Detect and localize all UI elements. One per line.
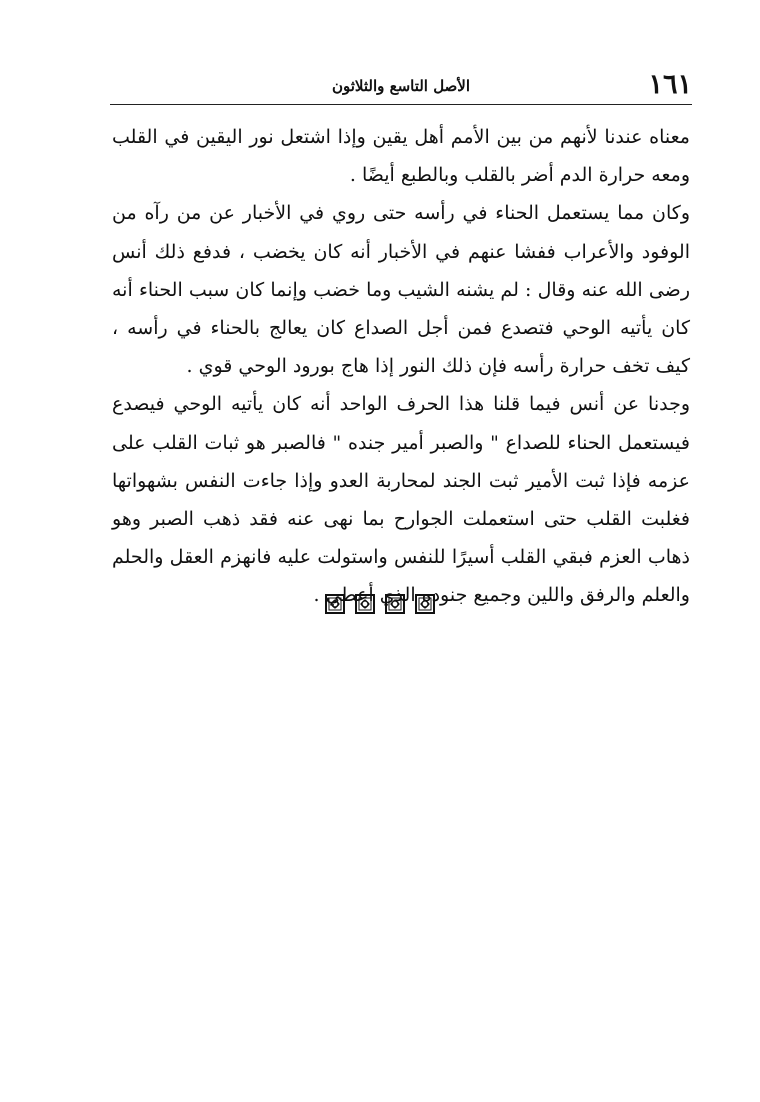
section-end-ornaments bbox=[0, 594, 760, 614]
running-title: الأصل التاسع والثلاثون bbox=[331, 77, 471, 95]
body-text bbox=[112, 118, 690, 615]
square-knot-ornament-icon bbox=[355, 594, 375, 614]
square-knot-ornament-icon bbox=[325, 594, 345, 614]
paragraph: وكان مما يستعمل الحناء في رأسه حتى روي في الأخبار عن من رآه من الوفود والأعراب ففشا عنهم في الأخبار أنه كان يخضب ، فدفع ذلك أنس رضى الله عنه وقال : لم يشنه الشيب وما خضب وإنما كان سبب الحناء أنه كان يأتيه الوحي فتصدع فمن أجل الصداع كان يعالج بالحناء في رأسه ، كيف تخف حرارة رأسه فإن ذلك النور إذا هاج بورود الوحي قوي . bbox=[112, 202, 690, 378]
page-number: ١٦١ bbox=[648, 69, 692, 100]
paragraph: معناه عندنا لأنهم من بين الأمم أهل يقين وإذا اشتعل نور اليقين في القلب ومعه حرارة الدم أضر بالقلب وبالطبع أيضًا . bbox=[112, 126, 690, 187]
page-header bbox=[110, 68, 692, 102]
square-knot-ornament-icon bbox=[415, 594, 435, 614]
header-rule bbox=[110, 104, 692, 105]
square-knot-ornament-icon bbox=[385, 594, 405, 614]
paragraph: وجدنا عن أنس فيما قلنا هذا الحرف الواحد أنه كان يأتيه الوحي فيصدع فيستعمل الحناء للصداع " والصبر أمير جنده " فالصبر هو ثبات القلب على عزمه فإذا ثبت الأمير ثبت الجند لمحاربة العدو وإذا جاءت النفس بشهواتها فغلبت القلب حتى استعملت الجوارح بما نهى عنه فقد ذهب الصبر وهو ذهاب العزم فبقي القلب أسيرًا للنفس واستولت عليه فانهزم العقل والحلم والعلم والرفق واللين وجميع جنوده الذي أعطي . bbox=[112, 393, 690, 607]
